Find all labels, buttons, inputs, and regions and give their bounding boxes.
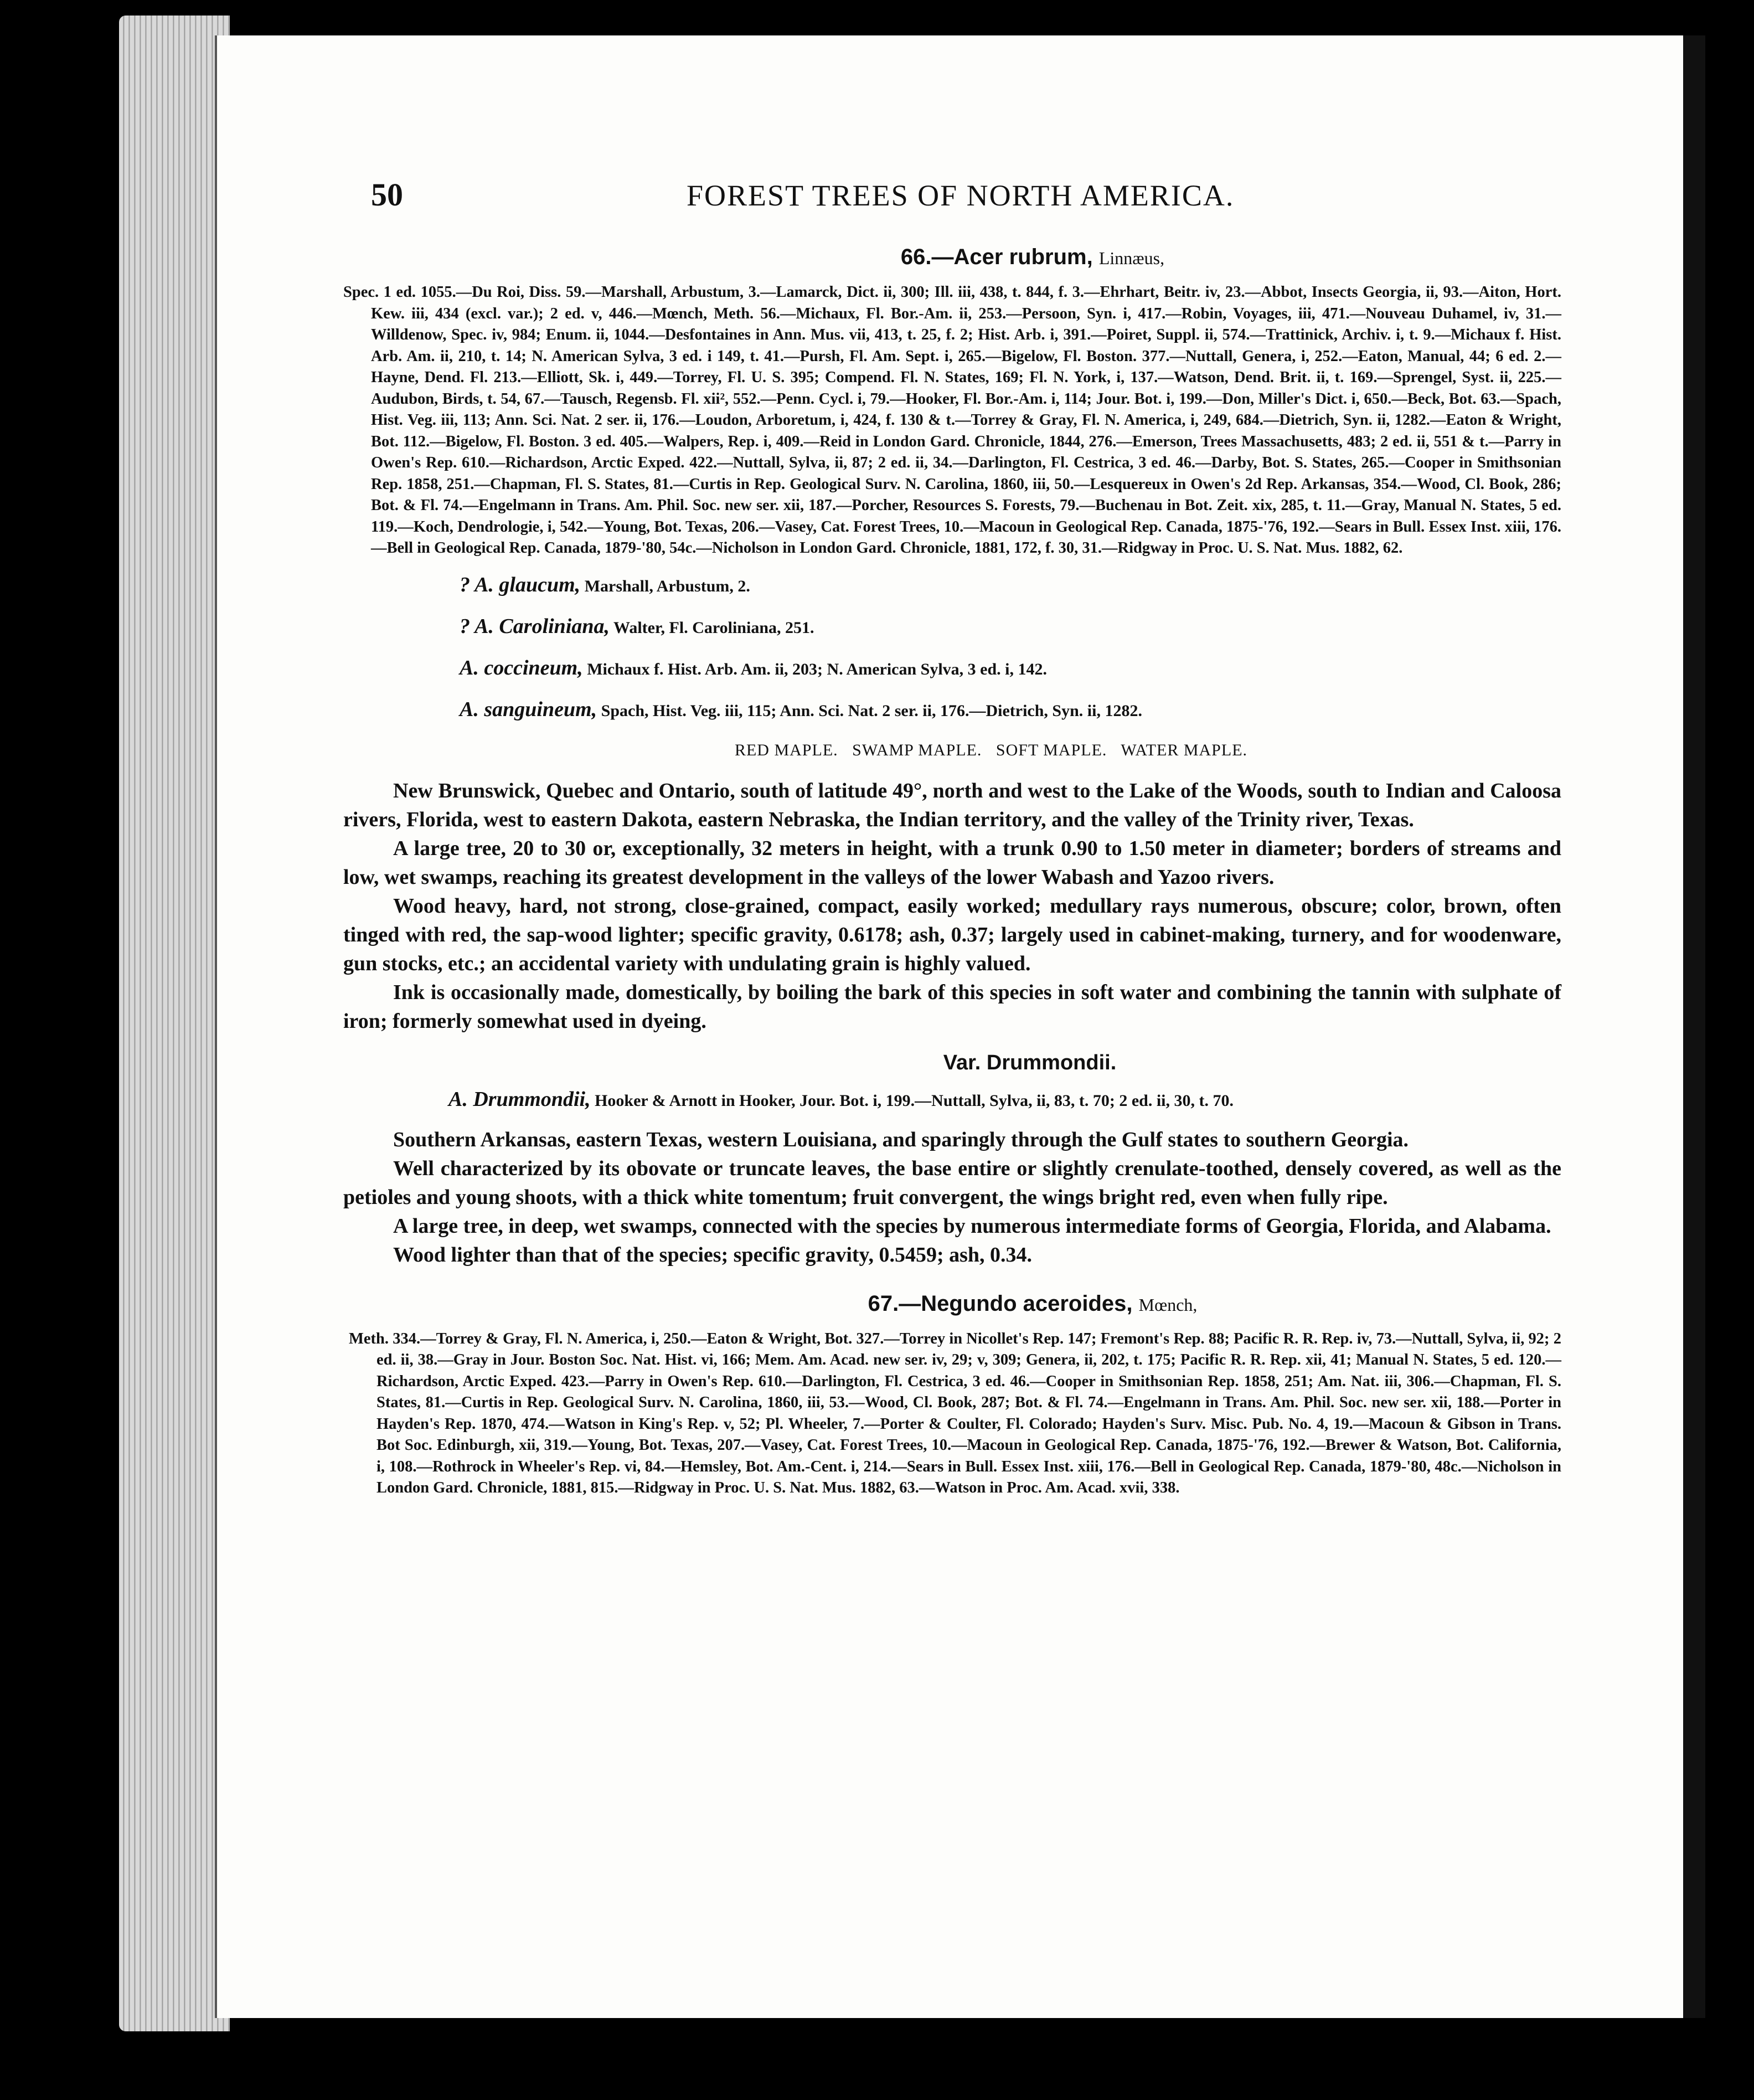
citations-acer-rubrum: Spec. 1 ed. 1055.—Du Roi, Diss. 59.—Marshall, Arbustum, 3.—Lamarck, Dict. ii, 300; Ill. iii, 438, t. 844, f. 3.—Ehrhart, Beitr. iv, 23.—Abbot, Insects Georgia, ii, 93.—Aiton, Hort. Kew. iii, 434 (excl. var.); 2 ed. v, 446.—Mœnch, Meth. 56.—Michaux, Fl. Bor.-Am. ii, 253.—Persoon, Syn. i, 417.—Robin, Voyages, iii, 471.—Nouveau Duhamel, iv, 31.—Willdenow, Spec. iv, 984; Enum. ii, 1044.—Desfontaines in Ann. Mus. vii, 413, t. 25, f. 2; Hist. Arb. i, 391.—Poiret, Suppl. ii, 574.—Trattinick, Archiv. i, t. 9.—Michaux f. Hist. Arb. Am. ii, 210, t. 14; N. American Sylva, 3 ed. i 149, t. 41.—Pursh, Fl. Am. Sept. i, 265.—Bigelow, Fl. Boston. 377.—Nuttall, Genera, i, 252.—Eaton, Manual, 44; 6 ed. 2.—Hayne, Dend. Fl. 213.—Elliott, Sk. i, 449.—Torrey, Fl. U. S. 395; Compend. Fl. N. States, 169; Fl. N. York, i, 137.—Watson, Dend. Brit. ii, t. 169.—Sprengel, Syst. ii, 225.—Audubon, Birds, t. 54, 67.—Tausch, Regensb. Fl. xii², 552.—Penn. Cycl. i, 79.—Hooker, Fl. Bor.-Am. i, 114; Jour. Bot. i, 199.—Don, Miller's Dict. i, 650.—Beck, Bot. 63.—Spach, Hist. Veg. iii, 113; Ann. Sci. Nat. 2 ser. ii, 176.—Loudon, Arboretum, i, 424, f. 130 & t.—Torrey & Gray, Fl. N. America, i, 249, 684.—Dietrich, Syn. ii, 1282.—Eaton & Wright, Bot. 112.—Bigelow, Fl. Boston. 3 ed. 405.—Walpers, Rep. i, 409.—Reid in London Gard. Chronicle, 1844, 276.—Emerson, Trees Massachusetts, 483; 2 ed. ii, 551 & t.—Parry in Owen's Rep. 610.—Richardson, Arctic Exped. 422.—Nuttall, Sylva, ii, 87; 2 ed. ii, 34.—Darlington, Fl. Cestrica, 3 ed. 46.—Darby, Bot. S. States, 265.—Cooper in Smithsonian Rep. 1858, 251.—Chapman, Fl. S. States, 81.—Curtis in Rep. Geological Surv. N. Carolina, 1860, iii, 50.—Lesquereux in Owen's 2d Rep. Arkansas, 354.—Wood, Cl. Book, 286; Bot. & Fl. 74.—Engelmann in Trans. Am. Phil. Soc. new ser. xii, 187.—Porcher, Resources S. Forests, 79.—Buchenau in Bot. Zeit. xix, 285, t. 11.—Gray, Manual N. States, 5 ed. 119.—Koch, Dendrologie, i, 542.—Young, Bot. Texas, 206.—Vasey, Cat. Forest Trees, 10.—Macoun in Geological Rep. Canada, 1875-'76, 192.—Sears in Bull. Essex Inst. xiii, 176.—Bell in Geological Rep. Canada, 1879-'80, 54c.—Nicholson in London Gard. Chronicle, 1881, 172, f. 30, 31.—Ridgway in Proc. U. S. Nat. Mus. 1882, 62. [343, 284, 1561, 557]
variety-synonym [343, 1087, 1561, 1113]
synonym-name: ? A. glaucum, [460, 573, 581, 596]
variety-range-paragraph: Southern Arkansas, eastern Texas, western Louisiana, and sparingly through the Gulf states to southern Georgia. [393, 1128, 1409, 1151]
common-names: RED MAPLE. SWAMP MAPLE. SOFT MAPLE. WATER MAPLE. [734, 740, 1248, 759]
synonym-item [460, 696, 1561, 724]
species-heading-acer-rubrum [343, 245, 1561, 270]
species-author: Mœnch, [1138, 1294, 1198, 1315]
synonym-reference: Marshall, Arbustum, 2. [584, 577, 750, 595]
variety-heading: Var. Drummondii. [943, 1051, 1117, 1074]
variety-habitat-paragraph: A large tree, in deep, wet swamps, connected with the species by numerous intermediate forms of Georgia, Florida, and Alabama. [393, 1214, 1551, 1238]
book-gutter-shadow [1683, 35, 1705, 2018]
variety-description-paragraph: Well characterized by its obovate or truncate leaves, the base entire or slightly crenulate-toothed, densely covered, as well as the petioles and young shoots, with a thick white tomentum; fruit convergent, the wings bright red, even when fully ripe. [343, 1156, 1561, 1209]
variety-synonym-name: A. Drummondii, [448, 1087, 591, 1111]
species-name: 67.—Negundo aceroides, [868, 1291, 1133, 1316]
species-name: 66.—Acer rubrum, [900, 245, 1093, 269]
synonym-list [343, 572, 1561, 724]
running-title: FOREST TREES OF NORTH AMERICA. [687, 179, 1235, 212]
variety-wood-paragraph: Wood lighter than that of the species; specific gravity, 0.5459; ash, 0.34. [393, 1243, 1033, 1267]
variety-synonym-reference: Hooker & Arnott in Hooker, Jour. Bot. i, 199.—Nuttall, Sylva, ii, 83, t. 70; 2 ed. ii, 30, t. 70. [595, 1091, 1234, 1110]
citations-negundo: Meth. 334.—Torrey & Gray, Fl. N. America, i, 250.—Eaton & Wright, Bot. 327.—Torrey in Nicollet's Rep. 147; Fremont's Rep. 88; Pacific R. R. Rep. iv, 73.—Nuttall, Sylva, ii, 92; 2 ed. ii, 38.—Gray in Jour. Boston Soc. Nat. Hist. vi, 166; Mem. Am. Acad. new ser. iv, 29; v, 309; Genera, ii, 202, t. 175; Pacific R. R. Rep. xii, 41; Manual N. States, 5 ed. 120.—Richardson, Arctic Exped. 423.—Parry in Owen's Rep. 610.—Darlington, Fl. Cestrica, 3 ed. 46.—Cooper in Smithsonian Rep. 1858, 251; Am. Nat. iii, 306.—Chapman, Fl. S. States, 81.—Curtis in Rep. Geological Surv. N. Carolina, 1860, iii, 53.—Wood, Cl. Book, 287; Bot. & Fl. 74.—Engelmann in Trans. Am. Phil. Soc. new ser. xii, 188.—Porter in Hayden's Rep. 1870, 474.—Watson in King's Rep. v, 52; Pl. Wheeler, 7.—Porter & Coulter, Fl. Colorado; Hayden's Surv. Misc. Pub. No. 4, 19.—Macoun & Gibson in Trans. Bot Soc. Edinburgh, xii, 319.—Young, Bot. Texas, 207.—Vasey, Cat. Forest Trees, 10.—Macoun in Geological Rep. Canada, 1875-'76, 192.—Brewer & Watson, Bot. California, i, 108.—Rothrock in Wheeler's Rep. vi, 84.—Hemsley, Bot. Am.-Cent. i, 214.—Sears in Bull. Essex Inst. xiii, 176.—Bell in Geological Rep. Canada, 1879-'80, 48c.—Nicholson in London Gard. Chronicle, 1881, 815.—Ridgway in Proc. U. S. Nat. Mus. 1882, 63.—Watson in Proc. Am. Acad. xvii, 338. [349, 1330, 1561, 1496]
wood-paragraph: Wood heavy, hard, not strong, close-grained, compact, easily worked; medullary rays numerous, obscure; color, brown, often tinged with red, the sap-wood lighter; specific gravity, 0.6178; ash, 0.37; largely used in cabinet-making, turnery, and for woodenware, gun stocks, etc.; an accidental variety with undulating grain is highly valued. [343, 894, 1561, 975]
page-number: 50 [371, 177, 403, 213]
synonym-item [460, 613, 1561, 641]
synonym-name: ? A. Caroliniana, [460, 614, 610, 638]
synonym-name: A. coccineum, [460, 656, 583, 680]
range-paragraph: New Brunswick, Quebec and Ontario, south of latitude 49°, north and west to the Lake of the Woods, south to Indian and Caloosa rivers, Florida, west to eastern Dakota, eastern Nebraska, the Indian territory, and the valley of the Trinity river, Texas. [343, 779, 1561, 831]
species-author: Linnæus, [1098, 248, 1165, 268]
synonym-reference: Michaux f. Hist. Arb. Am. ii, 203; N. American Sylva, 3 ed. i, 142. [587, 660, 1048, 678]
synonym-reference: Spach, Hist. Veg. iii, 115; Ann. Sci. Nat. 2 ser. ii, 176.—Dietrich, Syn. ii, 1282. [601, 701, 1142, 720]
page-header [343, 166, 1561, 238]
book-page-edges [119, 16, 230, 2031]
uses-paragraph: Ink is occasionally made, domestically, by boiling the bark of this species in soft water and combining the tannin with sulphate of iron; formerly somewhat used in dyeing. [343, 980, 1561, 1033]
page-content [343, 166, 1561, 1938]
synonym-reference: Walter, Fl. Caroliniana, 251. [613, 618, 814, 637]
species-heading-negundo [343, 1291, 1561, 1316]
synonym-item [460, 655, 1561, 683]
synonym-name: A. sanguineum, [460, 697, 597, 721]
synonym-item [460, 572, 1561, 600]
description-paragraph: A large tree, 20 to 30 or, exceptionally, 32 meters in height, with a trunk 0.90 to 1.50 meter in diameter; borders of streams and low, wet swamps, reaching its greatest development in the valleys of the lower Wabash and Yazoo rivers. [343, 836, 1561, 889]
